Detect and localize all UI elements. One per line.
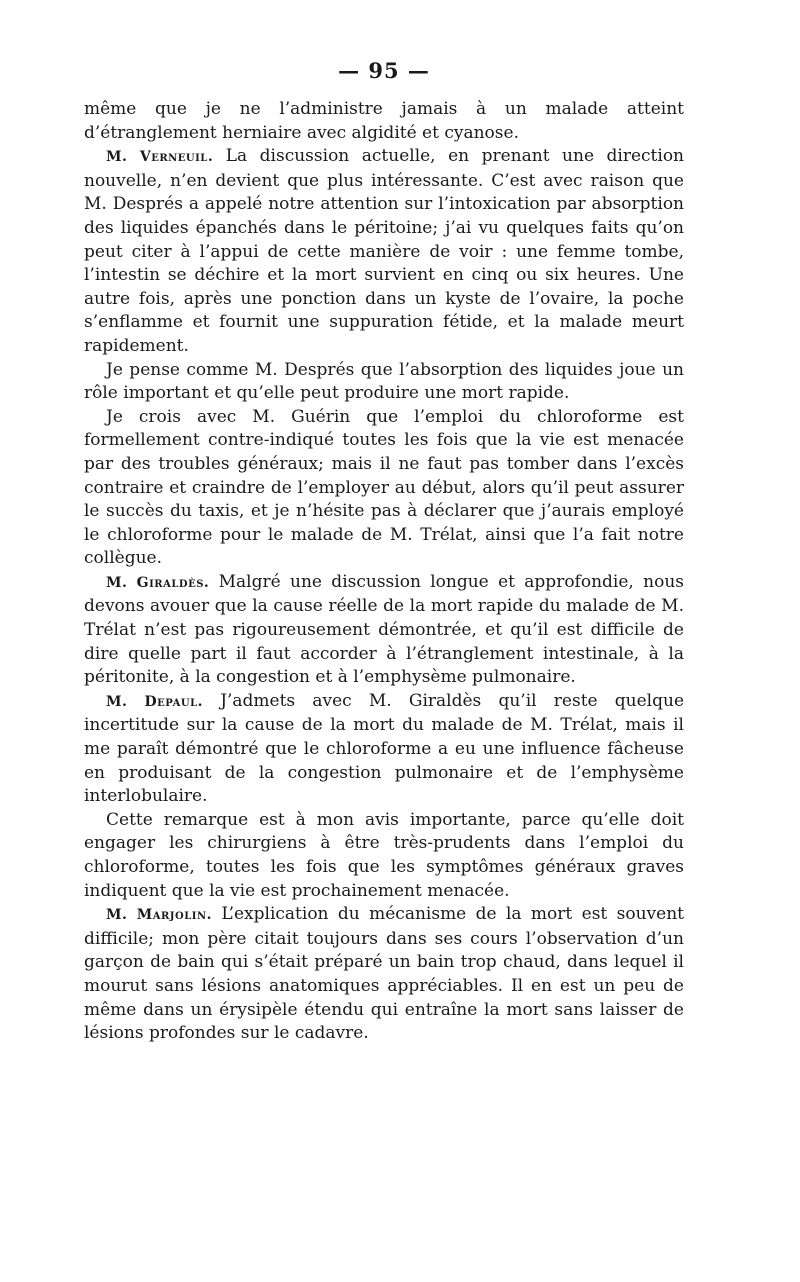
page-number: — 95 — [338, 58, 430, 83]
paragraph-7 [84, 809, 684, 903]
speaker-name: M. Depaul. [106, 693, 203, 710]
paragraph-4 [84, 406, 684, 571]
paragraph-3 [84, 359, 684, 406]
paragraph-text: Malgré une discussion longue et approfondie, nous devons avouer que la cause réelle de la mort rapide du malade de M. Trélat n’est pas rigoureusement démontrée, et qu’il est difficile de dire quelle part il faut accorder à l’étranglement intestinale, à la péritonite, à la congestion et à l’emphysème pulmonaire. [84, 571, 684, 688]
paragraph-text: L’explication du mécanisme de la mort est souvent difficile; mon père citait toujours dans ses cours l’observation d’un garçon de bain qui s’était préparé un bain trop chaud, dans lequel il mourut sans lésions anatomiques appréciables. Il en est un peu de même dans un érysipèle étendu qui entraîne la mort sans laisser de lésions profondes sur le cadavre. [84, 904, 685, 1044]
paragraph-text: La discussion actuelle, en prenant une direction nouvelle, n’en devient que plus intéressante. C’est avec raison que M. Després a appelé notre attention sur l’intoxication par absorption des liquides épanchés dans le péritoine; j’ai vu quelques faits qu’on peut citer à l’appui de cette manière de voir : une femme tombe, l’intestin se déchire et la mort survient en cinq ou six heures. Une autre fois, après une ponction dans un kyste de l’ovaire, la poche s’enflamme et fournit une suppuration fétide, et la malade meurt rapidement. [84, 146, 685, 356]
paragraph-text: même que je ne l’administre jamais à un malade atteint d’étranglement herniaire avec algidité et cyanose. [84, 99, 684, 143]
document-page [84, 56, 684, 1046]
speaker-name: M. Verneuil. [106, 149, 214, 166]
paragraph-2 [84, 145, 684, 358]
speaker-name: M. Giraldès. [106, 574, 210, 591]
paragraph-6 [84, 690, 684, 809]
paragraph-5 [84, 571, 684, 690]
paragraph-text: J’admets avec M. Giraldès qu’il reste quelque incertitude sur la cause de la mort du malade de M. Trélat, mais il me paraît démontré que le chloroforme a eu une influence fâcheuse en produisant de la congestion pulmonaire et de l’emphysème interlobulaire. [84, 690, 684, 807]
paragraph-1 [84, 98, 684, 145]
speaker-name: M. Marjolin. [106, 907, 212, 924]
paragraph-text: Je crois avec M. Guérin que l’emploi du chloroforme est formellement contre-indiqué toutes les fois que la vie est menacée par des troubles généraux; mais il ne faut pas tomber dans l’excès contraire et craindre de l’employer au début, alors qu’il peut assurer le succès du taxis, et je n’hésite pas à déclarer que j’aurais employé le chloroforme pour le malade de M. Trélat, ainsi que l’a fait notre collègue. [84, 406, 684, 569]
paragraph-8 [84, 903, 684, 1046]
paragraph-text: Je pense comme M. Després que l’absorption des liquides joue un rôle important et qu’elle peut produire une mort rapide. [84, 359, 684, 404]
paragraph-text: Cette remarque est à mon avis importante, parce qu’elle doit engager les chirurgiens à être très-prudents dans l’emploi du chloroforme, toutes les fois que les symptômes généraux graves indiquent que la vie est prochainement menacée. [84, 809, 684, 901]
